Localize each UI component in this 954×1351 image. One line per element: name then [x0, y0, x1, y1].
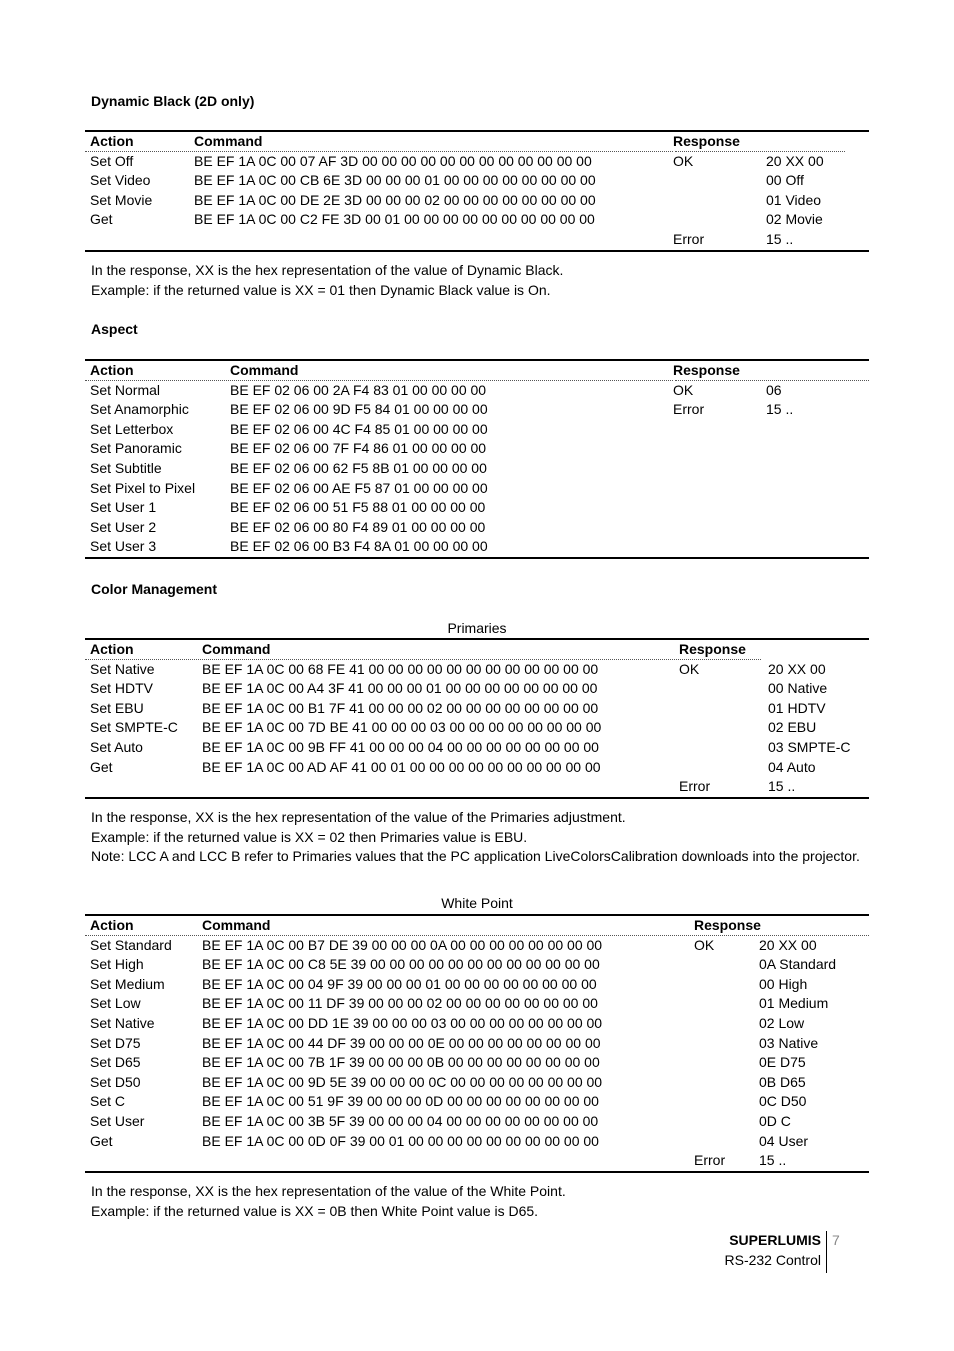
cell-action: Set Movie [90, 191, 153, 208]
cell-action: Set Normal [90, 381, 161, 398]
primaries-note-3: Note: LCC A and LCC B refer to Primaries values that the PC application LiveColorsCalibration downloads into the projector. [91, 848, 860, 864]
cell-command: BE EF 1A 0C 00 C8 5E 39 00 00 00 00 00 00 00 00 00 00 00 00 [202, 956, 600, 973]
cell-action: Get [90, 1132, 113, 1149]
cell-val: 0B D65 [759, 1073, 806, 1090]
cell-action: Set D50 [90, 1073, 141, 1090]
cell-command: BE EF 1A 0C 00 B7 DE 39 00 00 00 0A 00 00 00 00 00 00 00 00 [202, 936, 603, 953]
cell-val: 15 .. [759, 1152, 787, 1169]
footer-subtitle: RS-232 Control [724, 1252, 821, 1268]
cell-command: BE EF 1A 0C 00 51 9F 39 00 00 00 0D 00 00 00 00 00 00 00 00 [202, 1093, 599, 1110]
cell-val: 01 HDTV [768, 699, 826, 716]
table-row [85, 381, 869, 401]
cell-resp: OK [679, 660, 700, 677]
cell-action: Set HDTV [90, 680, 154, 697]
table-row [85, 1014, 869, 1034]
cell-command: BE EF 1A 0C 00 C2 FE 3D 00 01 00 00 00 00 00 00 00 00 00 00 [194, 211, 595, 228]
cell-action: Set D75 [90, 1034, 141, 1051]
white-point-note-2: Example: if the returned value is XX = 0B then White Point value is D65. [91, 1203, 539, 1219]
cell-resp: OK [673, 152, 694, 169]
table-row [85, 1092, 869, 1112]
cell-action: Set Pixel to Pixel [90, 479, 196, 496]
cell-action: Set D65 [90, 1054, 141, 1071]
table-row [85, 738, 869, 758]
cell-val: 20 XX 00 [766, 152, 824, 169]
cell-val: 0C D50 [759, 1093, 807, 1110]
cell-action: Set Panoramic [90, 440, 182, 457]
cell-action: Set User 1 [90, 499, 157, 516]
cell-action: Set C [90, 1093, 126, 1110]
cell-val: 15 .. [766, 230, 794, 247]
cell-command: BE EF 02 06 00 9D F5 84 01 00 00 00 00 [230, 401, 488, 418]
table-row [85, 1112, 869, 1132]
cell-action: Set High [90, 956, 144, 973]
cell-command: BE EF 1A 0C 00 68 FE 41 00 00 00 00 00 00 00 00 00 00 00 00 [202, 660, 599, 677]
cell-command: BE EF 1A 0C 00 AD AF 41 00 01 00 00 00 00 00 00 00 00 00 00 [202, 758, 601, 775]
header-action: Action [90, 641, 134, 657]
cell-action: Set SMPTE-C [90, 719, 178, 736]
cell-command: BE EF 1A 0C 00 7D BE 41 00 00 00 03 00 00 00 00 00 00 00 00 [202, 719, 602, 736]
cell-command: BE EF 02 06 00 AE F5 87 01 00 00 00 00 [230, 479, 488, 496]
primaries-table [85, 638, 869, 799]
cell-action: Set Native [90, 660, 155, 677]
cell-resp: OK [694, 936, 715, 953]
section-heading-aspect: Aspect [91, 321, 138, 337]
dynamic-black-note-2: Example: if the returned value is XX = 01 then Dynamic Black value is On. [91, 282, 551, 298]
cell-command: BE EF 02 06 00 4C F4 85 01 00 00 00 00 [230, 420, 488, 437]
cell-resp: Error [679, 778, 711, 795]
table-row [85, 777, 869, 797]
table-row [85, 230, 869, 250]
table-row [85, 537, 869, 557]
cell-command: BE EF 02 06 00 7F F4 86 01 00 00 00 00 [230, 440, 487, 457]
table-header-row [85, 916, 869, 936]
header-command: Command [202, 917, 271, 933]
table-row [85, 459, 869, 479]
cell-command: BE EF 1A 0C 00 B1 7F 41 00 00 00 02 00 00 00 00 00 00 00 00 [202, 699, 599, 716]
table-row [85, 210, 869, 230]
cell-command: BE EF 1A 0C 00 11 DF 39 00 00 00 02 00 00 00 00 00 00 00 00 [202, 995, 598, 1012]
cell-command: BE EF 1A 0C 00 0D 0F 39 00 01 00 00 00 00 00 00 00 00 00 00 [202, 1132, 599, 1149]
cell-command: BE EF 1A 0C 00 CB 6E 3D 00 00 00 01 00 00 00 00 00 00 00 00 [194, 172, 596, 189]
cell-resp: Error [673, 401, 705, 418]
cell-command: BE EF 1A 0C 00 44 DF 39 00 00 00 0E 00 00 00 00 00 00 00 00 [202, 1034, 601, 1051]
cell-action: Set User [90, 1112, 145, 1129]
cell-command: BE EF 1A 0C 00 DD 1E 39 00 00 00 03 00 00 00 00 00 00 00 00 [202, 1014, 603, 1031]
cell-action: Set Off [90, 152, 134, 169]
table-row [85, 699, 869, 719]
header-action: Action [90, 917, 134, 933]
cell-val: 02 EBU [768, 719, 817, 736]
cell-action: Set Video [90, 172, 151, 189]
cell-command: BE EF 1A 0C 00 A4 3F 41 00 00 00 01 00 00 00 00 00 00 00 00 [202, 680, 598, 697]
header-command: Command [230, 362, 299, 378]
table-row [85, 479, 869, 499]
page-number: 7 [832, 1232, 840, 1248]
table-row [85, 1151, 869, 1171]
cell-val: 20 XX 00 [768, 660, 826, 677]
cell-val: 04 User [759, 1132, 809, 1149]
cell-command: BE EF 1A 0C 00 3B 5F 39 00 00 00 04 00 00 00 00 00 00 00 00 [202, 1112, 599, 1129]
table-header-row [85, 361, 869, 381]
cell-action: Set User 2 [90, 518, 157, 535]
header-command: Command [194, 133, 263, 149]
table-row [85, 191, 869, 211]
primaries-note-2: Example: if the returned value is XX = 02 then Primaries value is EBU. [91, 829, 528, 845]
cell-val: 02 Low [759, 1014, 805, 1031]
cell-action: Set Native [90, 1014, 155, 1031]
cell-action: Set Standard [90, 936, 172, 953]
cell-val: 0E D75 [759, 1054, 806, 1071]
header-response: Response [673, 133, 740, 149]
cell-command: BE EF 02 06 00 62 F5 8B 01 00 00 00 00 [230, 459, 487, 476]
table-row [85, 498, 869, 518]
table-row [85, 1053, 869, 1073]
cell-val: 04 Auto [768, 758, 816, 775]
cell-val: 01 Video [766, 191, 822, 208]
cell-action: Get [90, 211, 113, 228]
primaries-caption: Primaries [447, 620, 507, 636]
table-row [85, 994, 869, 1014]
table-row [85, 679, 869, 699]
cell-command: BE EF 1A 0C 00 9D 5E 39 00 00 00 0C 00 00 00 00 00 00 00 00 [202, 1073, 603, 1090]
cell-val: 0D C [759, 1112, 791, 1129]
section-heading-dynamic-black: Dynamic Black (2D only) [91, 93, 255, 109]
cell-command: BE EF 1A 0C 00 7B 1F 39 00 00 00 0B 00 00 00 00 00 00 00 00 [202, 1054, 600, 1071]
cell-action: Set EBU [90, 699, 144, 716]
primaries-note-1: In the response, XX is the hex representation of the value of the Primaries adjustment. [91, 809, 626, 825]
table-row [85, 1073, 869, 1093]
cell-command: BE EF 02 06 00 51 F5 88 01 00 00 00 00 [230, 499, 486, 516]
cell-command: BE EF 1A 0C 00 DE 2E 3D 00 00 00 02 00 00 00 00 00 00 00 00 [194, 191, 596, 208]
cell-command: BE EF 02 06 00 B3 F4 8A 01 00 00 00 00 [230, 538, 488, 555]
cell-val: 15 .. [766, 401, 794, 418]
footer-brand: SUPERLUMIS [729, 1232, 821, 1248]
cell-val: 0A Standard [759, 956, 837, 973]
table-row [85, 420, 869, 440]
cell-val: 00 Native [768, 680, 828, 697]
cell-val: 00 High [759, 975, 808, 992]
table-row [85, 400, 869, 420]
cell-val: 03 Native [759, 1034, 819, 1051]
table-row [85, 518, 869, 538]
cell-resp: OK [673, 381, 694, 398]
cell-action: Set Low [90, 995, 141, 1012]
dynamic-black-note-1: In the response, XX is the hex representation of the value of Dynamic Black. [91, 262, 564, 278]
table-row [85, 171, 869, 191]
cell-action: Set Auto [90, 738, 143, 755]
table-row [85, 1034, 869, 1054]
cell-action: Set User 3 [90, 538, 157, 555]
cell-command: BE EF 1A 0C 00 04 9F 39 00 00 00 01 00 00 00 00 00 00 00 00 [202, 975, 597, 992]
cell-val: 06 [766, 381, 782, 398]
cell-action: Set Letterbox [90, 420, 174, 437]
table-row [85, 439, 869, 459]
header-action: Action [90, 362, 134, 378]
cell-command: BE EF 1A 0C 00 9B FF 41 00 00 00 04 00 00 00 00 00 00 00 00 [202, 738, 599, 755]
cell-val: 01 Medium [759, 995, 829, 1012]
white-point-note-1: In the response, XX is the hex representation of the value of the White Point. [91, 1183, 566, 1199]
table-row [85, 975, 869, 995]
cell-val: 03 SMPTE-C [768, 738, 851, 755]
table-row [85, 955, 869, 975]
table-header-row [85, 640, 869, 660]
table-row [85, 718, 869, 738]
table-row [85, 152, 869, 172]
dynamic-black-table [85, 130, 869, 252]
cell-command: BE EF 02 06 00 80 F4 89 01 00 00 00 00 [230, 518, 486, 535]
white-point-table [85, 914, 869, 1173]
cell-val: 00 Off [766, 172, 804, 189]
cell-val: 15 .. [768, 778, 796, 795]
section-heading-color-management: Color Management [91, 581, 218, 597]
aspect-table [85, 359, 869, 559]
cell-resp: Error [694, 1152, 726, 1169]
white-point-caption: White Point [441, 895, 513, 911]
header-response: Response [673, 362, 740, 378]
cell-command: BE EF 1A 0C 00 07 AF 3D 00 00 00 00 00 00 00 00 00 00 00 00 [194, 152, 592, 169]
cell-val: 20 XX 00 [759, 936, 817, 953]
table-header-row [85, 132, 869, 152]
cell-action: Set Subtitle [90, 459, 162, 476]
table-row [85, 758, 869, 778]
cell-val: 02 Movie [766, 211, 823, 228]
cell-action: Set Anamorphic [90, 401, 189, 418]
cell-action: Set Medium [90, 975, 165, 992]
table-row [85, 660, 869, 680]
header-action: Action [90, 133, 134, 149]
header-response: Response [694, 917, 761, 933]
header-command: Command [202, 641, 271, 657]
cell-resp: Error [673, 230, 705, 247]
footer-divider [826, 1231, 827, 1273]
header-response: Response [679, 641, 746, 657]
cell-command: BE EF 02 06 00 2A F4 83 01 00 00 00 00 [230, 381, 487, 398]
table-row [85, 936, 869, 956]
table-row [85, 1132, 869, 1152]
cell-action: Get [90, 758, 113, 775]
